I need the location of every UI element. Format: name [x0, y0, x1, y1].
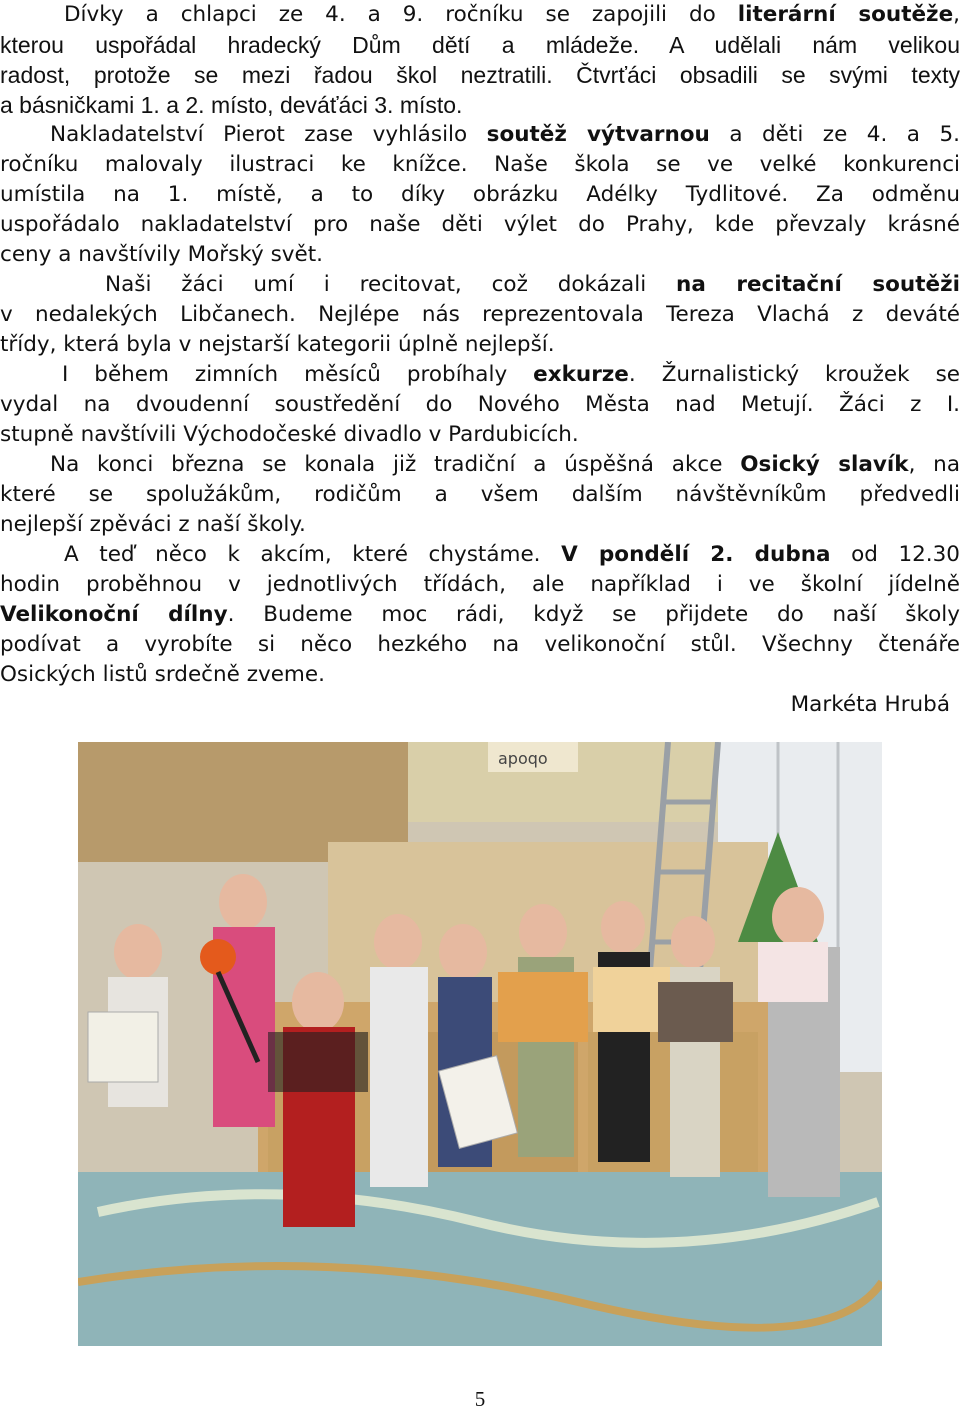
text-line: ročníku malovaly ilustraci ke knížce. Naše škola se ve velké konkurenci [0, 152, 960, 177]
text-line: ceny a navštívily Mořský svět. [0, 242, 324, 267]
text-line: vydal na dvoudenní soustředění do Nového Města nad Metují. Žáci z I. [0, 392, 960, 417]
text-line: A teď něco k akcím, které chystáme. V pondělí 2. dubna od 12.30 [64, 542, 960, 567]
text-line: a básničkami 1. a 2. místo, deváťáci 3. místo. [0, 92, 463, 118]
text-line: v nedalekých Libčanech. Nejlépe nás reprezentovala Tereza Vlachá z deváté [0, 302, 960, 327]
text-line: hodin proběhnou v jednotlivých třídách, ale například i ve školní jídelně [0, 572, 960, 597]
text-line: nejlepší zpěváci z naší školy. [0, 512, 306, 537]
text-line: radost, protože se mezi řadou škol neztratili. Čtvrťáci obsadili se svými texty [0, 62, 960, 88]
text-line: Naši žáci umí i recitovat, což dokázali na recitační soutěži [105, 272, 960, 297]
text-line: podívat a vyrobíte si něco hezkého na velikonoční stůl. Všechny čtenáře [0, 632, 960, 657]
text-line: Dívky a chlapci ze 4. a 9. ročníku se zapojili do literární soutěže, [64, 2, 960, 27]
text-line: Osických listů srdečně zveme. [0, 662, 325, 687]
text-line: Nakladatelství Pierot zase vyhlásilo soutěž výtvarnou a děti ze 4. a 5. [50, 122, 960, 147]
text-line: kterou uspořádal hradecký Dům dětí a mládeže. A udělali nám velikou [0, 32, 960, 58]
page-number: 5 [474, 1387, 486, 1411]
text-line: Velikonoční dílny. Budeme moc rádi, když se přijdete do naší školy [0, 602, 960, 627]
author-signature: Markéta Hrubá [790, 692, 950, 717]
text-line: uspořádalo nakladatelství pro naše děti výlet do Prahy, kde převzaly krásné [0, 212, 960, 237]
text-line: stupně navštívili Východočeské divadlo v Pardubicích. [0, 422, 579, 447]
text-line: Na konci března se konala již tradiční a úspěšná akce Osický slavík, na [50, 452, 960, 477]
shelf-sign: apoqo [498, 749, 548, 768]
text-line: I během zimních měsíců probíhaly exkurze. Žurnalistický kroužek se [62, 362, 960, 387]
text-line: umístila na 1. místě, a to díky obrázku Adélky Tydlitové. Za odměnu [0, 182, 960, 207]
text-line: které se spolužákům, rodičům a všem dalším návštěvníkům předvedli [0, 482, 960, 507]
text-line: třídy, která byla v nejstarší kategorii úplně nejlepší. [0, 332, 555, 357]
class-photo [78, 742, 882, 1346]
